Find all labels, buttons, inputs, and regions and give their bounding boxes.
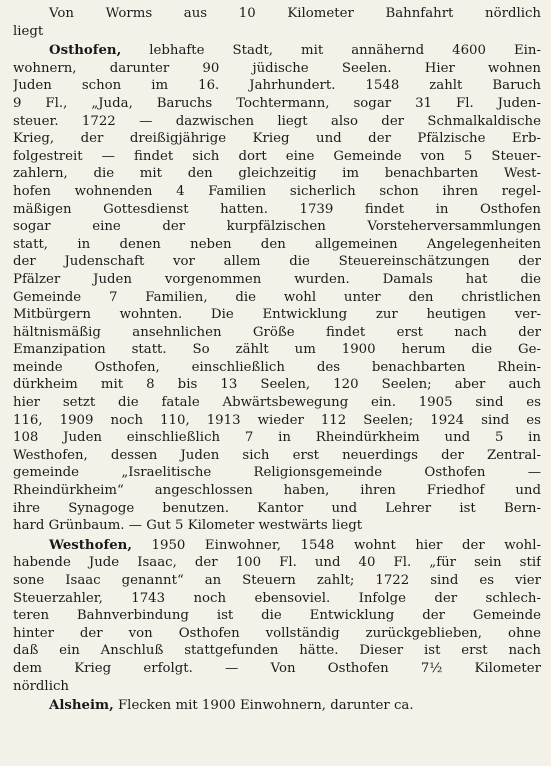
line-text: ihre Synagoge benutzen. Kantor und Lehrer ist Bern- (13, 500, 541, 516)
text-line (13, 289, 541, 307)
text-line (13, 130, 541, 148)
line-text: teren Bahnverbindung ist die Entwicklung der Gemeinde (13, 608, 541, 624)
text-line (13, 429, 541, 447)
line-text: folgestreit — findet sich dort eine Gemeinde von 5 Steuer- (13, 148, 541, 164)
text-line (13, 306, 541, 324)
text-line (13, 412, 541, 430)
line-text: meinde Osthofen, einschließlich des benachbarten Rhein- (13, 359, 541, 375)
line-text: sone Isaac genannt“ an Steuern zahlt; 1722 sind es vier (13, 573, 541, 588)
line-text: 116, 1909 noch 110, 1913 wieder 112 Seelen; 1924 sind es (13, 412, 541, 428)
paragraph (13, 42, 541, 535)
text-line (13, 625, 541, 643)
text-line (13, 60, 541, 78)
line-text: lebhafte Stadt, mit annähernd 4600 Ein- (121, 43, 541, 59)
line-text: Westhofen, dessen Juden sich erst neuerdings der Zentral- (13, 447, 541, 463)
line-text: 1950 Einwohner, 1548 wohnt hier der wohl- (131, 537, 541, 553)
line-text: wohnern, darunter 90 jüdische Seelen. Hier wohnen (13, 60, 541, 76)
line-text: Juden schon im 16. Jahrhundert. 1548 zahlt Baruch (13, 78, 541, 94)
line-text: zahlern, die mit den gleichzeitig im benachbarten West- (13, 166, 541, 182)
text-line (13, 253, 541, 271)
line-text: Mitbürgern wohnten. Die Entwicklung zur heutigen ver- (13, 307, 541, 323)
text-line (13, 341, 541, 359)
text-line (13, 183, 541, 201)
text-line (13, 148, 541, 166)
text-line (13, 77, 541, 95)
text-line (13, 678, 541, 696)
text-line (13, 218, 541, 236)
text-line (13, 95, 541, 113)
text-line (13, 359, 541, 377)
line-text: hinter der von Osthofen vollständig zurückgeblieben, ohne (13, 625, 541, 641)
line-text: daß ein Anschluß stattgefunden hätte. Dieser ist erst nach (13, 643, 541, 659)
text-line (13, 590, 541, 608)
line-text: hältnismäßig ansehnlichen Größe findet erst nach der (13, 324, 541, 340)
text-line (13, 42, 541, 60)
text-line (13, 376, 541, 394)
place-name: Alsheim, (49, 698, 114, 714)
line-text: nördlich (13, 678, 69, 694)
text-line (13, 517, 541, 535)
text-line (13, 697, 541, 715)
text-line (13, 482, 541, 500)
line-text: hard Grünbaum. — Gut 5 Kilometer westwärts liegt (13, 518, 363, 534)
line-text: Von Worms aus 10 Kilometer Bahnfahrt nördlich (49, 6, 541, 21)
text-line (13, 554, 541, 572)
text-line (13, 165, 541, 183)
line-text: Krieg, der dreißigjährige Krieg und der Pfälzische Erb- (13, 131, 541, 147)
line-text: Steuerzahler, 1743 noch ebensoviel. Infolge der schlech- (13, 590, 541, 606)
text-line (13, 271, 541, 289)
paragraph (13, 537, 541, 695)
paragraph (13, 697, 541, 715)
text-line (13, 572, 541, 590)
text-line (13, 660, 541, 678)
line-text: sogar eine der kurpfälzischen Vorsteherversammlungen (13, 219, 541, 235)
text-line (13, 5, 541, 23)
line-text: statt, in denen neben den allgemeinen Angelegenheiten (13, 236, 541, 252)
line-text: liegt (13, 23, 44, 39)
text-line (13, 607, 541, 625)
line-text: mäßigen Gottesdienst hatten. 1739 findet in Osthofen (13, 201, 541, 217)
line-text: dem Krieg erfolgt. — Von Osthofen 7½ Kilometer (13, 660, 541, 676)
line-text: 108 Juden einschließlich 7 in Rheindürkheim und 5 in (13, 430, 541, 446)
line-text: Pfälzer Juden vorgenommen wurden. Damals hat die (13, 271, 541, 287)
text-line (13, 642, 541, 660)
text-line (13, 394, 541, 412)
line-text: der Judenschaft vor allem die Steuereinschätzungen der (13, 254, 541, 270)
text-line (13, 464, 541, 482)
text-line (13, 324, 541, 342)
line-text: 9 Fl., „Juda, Baruchs Tochtermann, sogar 31 Fl. Juden- (13, 95, 541, 111)
text-line (13, 113, 541, 131)
text-line (13, 236, 541, 254)
place-name: Westhofen, (49, 537, 132, 553)
paragraph (13, 5, 541, 40)
line-text: Flecken mit 1900 Einwohnern, darunter ca. (113, 698, 414, 714)
text-line (13, 201, 541, 219)
place-name: Osthofen, (49, 43, 122, 59)
text-line (13, 537, 541, 555)
text-line (13, 23, 541, 41)
line-text: Rheindürkheim“ angeschlossen haben, ihren Friedhof und (13, 483, 541, 499)
line-text: hofen wohnenden 4 Familien sicherlich schon ihren regel- (13, 183, 541, 199)
line-text: steuer. 1722 — dazwischen liegt also der Schmalkaldische (13, 113, 541, 129)
line-text: dürkheim mit 8 bis 13 Seelen, 120 Seelen; aber auch (13, 377, 541, 393)
line-text: hier setzt die fatale Abwärtsbewegung ein. 1905 sind es (13, 395, 541, 411)
text-line (13, 447, 541, 465)
line-text: Emanzipation statt. So zählt um 1900 herum die Ge- (13, 342, 541, 358)
text-line (13, 500, 541, 518)
line-text: habende Jude Isaac, der 100 Fl. und 40 Fl. „für sein stif (13, 555, 541, 571)
line-text: Gemeinde 7 Familien, die wohl unter den christlichen (13, 289, 541, 305)
line-text: gemeinde „Israelitische Religionsgemeinde Osthofen — (13, 465, 541, 481)
